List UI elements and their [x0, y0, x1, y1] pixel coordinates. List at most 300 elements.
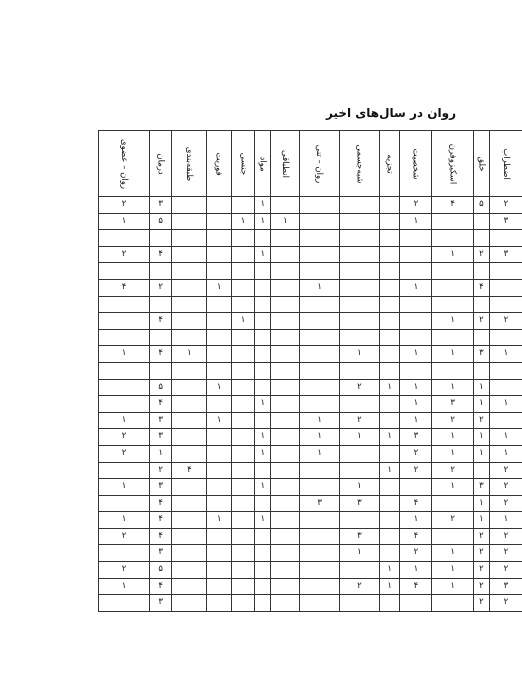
table-cell: ۳ [149, 595, 171, 612]
table-cell [271, 197, 300, 214]
table-cell: ۱ [400, 346, 432, 363]
table-cell: ۲ [400, 545, 432, 562]
table-cell [490, 263, 522, 280]
table-cell [379, 263, 399, 280]
table-cell [271, 230, 300, 247]
table-cell [207, 263, 231, 280]
table-cell [207, 562, 231, 579]
table-cell: ۴ [149, 246, 171, 263]
table-cell [231, 528, 255, 545]
table-cell: ۱ [300, 445, 339, 462]
table-cell [231, 462, 255, 479]
column-header-label: جنسی [238, 152, 249, 175]
table-cell: ۲ [339, 412, 379, 429]
column-header-label: انطباقی [280, 149, 291, 178]
table-cell [300, 578, 339, 595]
table-cell: ۱ [99, 479, 150, 496]
table-cell [300, 396, 339, 413]
table-row [99, 479, 522, 496]
table-cell [432, 528, 474, 545]
table-cell: ۲ [490, 479, 522, 496]
table-cell: ۲ [149, 462, 171, 479]
table-cell: ۱ [231, 313, 255, 330]
table-cell [231, 512, 255, 529]
table-cell: ۱ [255, 246, 271, 263]
table-cell [255, 578, 271, 595]
table-cell: ۲ [99, 528, 150, 545]
table-cell: ۵ [149, 379, 171, 396]
table-cell: ۲ [149, 279, 171, 296]
column-header-label: اسکیزوفرن [447, 143, 458, 184]
table-cell [255, 595, 271, 612]
column-header [432, 131, 474, 197]
table-cell [271, 545, 300, 562]
table-cell [255, 362, 271, 379]
table-cell: ۵ [149, 213, 171, 230]
table-cell [490, 279, 522, 296]
table-cell: ۱ [379, 578, 399, 595]
column-header-label: شبه‌جسمی [354, 143, 365, 184]
table-cell: ۲ [473, 545, 489, 562]
table-cell [172, 545, 207, 562]
table-cell [207, 296, 231, 313]
table-cell [255, 412, 271, 429]
table-cell [231, 379, 255, 396]
table-cell [300, 595, 339, 612]
table-cell [149, 263, 171, 280]
table-cell [400, 246, 432, 263]
table-cell: ۳ [149, 545, 171, 562]
table-cell [379, 279, 399, 296]
table-cell [300, 346, 339, 363]
table-row [99, 412, 522, 429]
table-cell [300, 296, 339, 313]
table-cell [300, 313, 339, 330]
table-cell: ۲ [339, 578, 379, 595]
table-cell: ۱ [473, 495, 489, 512]
table-cell: ۲ [400, 197, 432, 214]
table-cell [432, 329, 474, 346]
table-cell: ۱ [255, 197, 271, 214]
table-cell [339, 462, 379, 479]
column-header-label: روان – تنی [314, 144, 325, 183]
table-cell [339, 296, 379, 313]
table-cell: ۱ [490, 512, 522, 529]
table-cell [300, 230, 339, 247]
table-cell [379, 445, 399, 462]
table-cell [300, 462, 339, 479]
table-cell: ۳ [339, 528, 379, 545]
table-cell [339, 362, 379, 379]
table-cell: ۱ [490, 346, 522, 363]
table-cell [271, 429, 300, 446]
table-cell [255, 562, 271, 579]
table-cell [207, 329, 231, 346]
table-cell [207, 396, 231, 413]
table-cell: ۳ [339, 495, 379, 512]
table-cell: ۳ [432, 396, 474, 413]
table-cell [271, 362, 300, 379]
table-cell: ۱ [300, 429, 339, 446]
table-cell: ۱ [99, 213, 150, 230]
table-cell [231, 562, 255, 579]
table-cell [271, 562, 300, 579]
table-cell: ۳ [490, 213, 522, 230]
column-header [207, 131, 231, 197]
table-row [99, 230, 522, 247]
table-cell [231, 362, 255, 379]
table-cell: ۱ [473, 512, 489, 529]
table-row [99, 296, 522, 313]
table-cell [255, 263, 271, 280]
table-cell [432, 213, 474, 230]
table-cell [231, 495, 255, 512]
table-cell: ۱ [379, 429, 399, 446]
table-cell [99, 362, 150, 379]
table-cell [271, 263, 300, 280]
table-cell [99, 263, 150, 280]
table-cell [99, 313, 150, 330]
table-cell [255, 296, 271, 313]
table-cell [207, 362, 231, 379]
column-header-label: طبقه‌بندی [184, 146, 195, 181]
table-cell: ۱ [473, 429, 489, 446]
table-cell [207, 346, 231, 363]
table-cell [172, 479, 207, 496]
table-cell: ۲ [490, 462, 522, 479]
table-cell [172, 445, 207, 462]
table-cell: ۱ [207, 512, 231, 529]
table-cell: ۱ [255, 479, 271, 496]
table-cell [172, 296, 207, 313]
table-cell: ۱ [255, 396, 271, 413]
table-cell [149, 362, 171, 379]
table-cell [231, 479, 255, 496]
table-cell [400, 479, 432, 496]
table-cell: ۱ [473, 445, 489, 462]
table-cell [172, 279, 207, 296]
table-cell [99, 396, 150, 413]
table-cell: ۴ [149, 495, 171, 512]
table-cell [207, 528, 231, 545]
table-cell [300, 545, 339, 562]
table-cell [231, 197, 255, 214]
table-cell [231, 346, 255, 363]
table-cell: ۳ [473, 346, 489, 363]
table-row [99, 462, 522, 479]
table-cell [300, 562, 339, 579]
table-cell [339, 562, 379, 579]
table-cell [271, 329, 300, 346]
table-cell: ۲ [473, 412, 489, 429]
table-row [99, 329, 522, 346]
table-cell [490, 329, 522, 346]
column-header [231, 131, 255, 197]
table-row [99, 279, 522, 296]
table-cell [172, 329, 207, 346]
table-cell [400, 595, 432, 612]
table-cell: ۱ [490, 429, 522, 446]
table-cell: ۱ [432, 562, 474, 579]
table-cell [271, 396, 300, 413]
table-row [99, 512, 522, 529]
table-cell [255, 329, 271, 346]
table-cell [379, 412, 399, 429]
table-cell [271, 479, 300, 496]
table-cell [255, 528, 271, 545]
table-row [99, 346, 522, 363]
table-cell: ۲ [490, 595, 522, 612]
table-cell [255, 313, 271, 330]
table-cell [473, 230, 489, 247]
table-cell [231, 230, 255, 247]
column-header [99, 131, 150, 197]
table-cell [473, 462, 489, 479]
table-cell [172, 595, 207, 612]
table-cell: ۲ [473, 528, 489, 545]
table-row [99, 578, 522, 595]
table-cell [432, 595, 474, 612]
table-cell [172, 396, 207, 413]
table-cell: ۴ [432, 197, 474, 214]
table-cell [271, 246, 300, 263]
table-cell [379, 230, 399, 247]
table-row [99, 495, 522, 512]
table-cell: ۵ [149, 562, 171, 579]
table-cell: ۲ [99, 246, 150, 263]
table-cell [231, 578, 255, 595]
table-cell: ۱ [379, 379, 399, 396]
table-cell: ۱ [207, 379, 231, 396]
table-cell: ۲ [490, 313, 522, 330]
table-cell [231, 279, 255, 296]
table-cell [379, 595, 399, 612]
table-cell: ۱ [99, 412, 150, 429]
table-cell: ۳ [490, 246, 522, 263]
table-cell [379, 528, 399, 545]
table-cell [172, 495, 207, 512]
table-cell: ۲ [432, 462, 474, 479]
table-cell: ۴ [400, 578, 432, 595]
table-cell [379, 362, 399, 379]
table-cell: ۲ [473, 562, 489, 579]
table-cell [432, 296, 474, 313]
table-cell [207, 445, 231, 462]
table-cell [379, 296, 399, 313]
column-header-label: درمان [155, 152, 166, 175]
table-cell [172, 429, 207, 446]
table-cell: ۱ [432, 246, 474, 263]
column-header-label: فوریت [214, 151, 225, 176]
table-cell [379, 346, 399, 363]
table-cell [255, 279, 271, 296]
table-cell [231, 246, 255, 263]
table-cell [400, 329, 432, 346]
table-cell [400, 296, 432, 313]
column-header-label: روان – عضوی [118, 138, 129, 189]
table-cell [339, 445, 379, 462]
table-row [99, 197, 522, 214]
table-cell [300, 362, 339, 379]
table-cell: ۲ [432, 412, 474, 429]
table-cell: ۲ [99, 562, 150, 579]
table-cell: ۱ [432, 429, 474, 446]
table-cell [207, 429, 231, 446]
column-header-label: اضطراب [500, 147, 511, 180]
table-cell: ۲ [490, 528, 522, 545]
table-cell [207, 578, 231, 595]
table-cell [271, 412, 300, 429]
table-cell [339, 197, 379, 214]
table-cell [473, 329, 489, 346]
table-cell [271, 512, 300, 529]
table-cell [149, 230, 171, 247]
header-row [99, 131, 522, 197]
table-cell [300, 329, 339, 346]
table-cell: ۳ [490, 578, 522, 595]
table-cell: ۲ [432, 512, 474, 529]
table-cell: ۱ [432, 545, 474, 562]
table-cell: ۱ [379, 562, 399, 579]
table-cell: ۱ [400, 396, 432, 413]
column-header [255, 131, 271, 197]
table-cell [99, 545, 150, 562]
table-cell: ۱ [172, 346, 207, 363]
table-cell: ۱ [432, 313, 474, 330]
table-cell: ۱ [99, 346, 150, 363]
table-cell: ۴ [400, 528, 432, 545]
table-cell [255, 230, 271, 247]
table-cell [271, 462, 300, 479]
table-cell: ۱ [490, 445, 522, 462]
table-cell [231, 263, 255, 280]
table-cell [432, 230, 474, 247]
table-row [99, 445, 522, 462]
disorders-table [98, 130, 522, 612]
table-cell [300, 263, 339, 280]
table-cell [339, 263, 379, 280]
table-cell [172, 528, 207, 545]
table-cell: ۴ [99, 279, 150, 296]
table-cell [271, 279, 300, 296]
table-cell: ۴ [149, 346, 171, 363]
table-cell [207, 197, 231, 214]
table-cell: ۱ [400, 213, 432, 230]
column-header [379, 131, 399, 197]
table-title: روان در سال‌های اخیر [326, 106, 456, 120]
table-cell: ۴ [149, 512, 171, 529]
table-cell [207, 246, 231, 263]
table-cell [271, 578, 300, 595]
column-header-label: خلق [476, 155, 487, 172]
table-cell [379, 479, 399, 496]
table-cell [99, 379, 150, 396]
table-cell [400, 230, 432, 247]
table-cell [339, 329, 379, 346]
table-cell [271, 346, 300, 363]
table-cell [231, 296, 255, 313]
table-cell: ۱ [400, 379, 432, 396]
column-header [172, 131, 207, 197]
table-cell: ۱ [149, 445, 171, 462]
table-cell: ۲ [490, 197, 522, 214]
table-cell [271, 528, 300, 545]
table-row [99, 246, 522, 263]
column-header-label: شخصیت [410, 148, 421, 179]
table-cell: ۴ [149, 396, 171, 413]
table-cell [339, 595, 379, 612]
table-cell [231, 329, 255, 346]
table-cell [473, 263, 489, 280]
table-cell: ۳ [300, 495, 339, 512]
table-cell: ۱ [339, 479, 379, 496]
table-cell: ۴ [172, 462, 207, 479]
table-cell [172, 512, 207, 529]
table-cell [207, 595, 231, 612]
table-row [99, 213, 522, 230]
column-header [400, 131, 432, 197]
table-cell: ۲ [400, 445, 432, 462]
table-cell [473, 296, 489, 313]
table-cell [339, 213, 379, 230]
table-cell: ۳ [149, 479, 171, 496]
table-cell [490, 296, 522, 313]
table-cell [339, 230, 379, 247]
table-cell [490, 379, 522, 396]
table-row [99, 362, 522, 379]
table-cell [99, 329, 150, 346]
table-cell [172, 362, 207, 379]
table-cell [300, 512, 339, 529]
table-cell: ۲ [473, 246, 489, 263]
table-cell: ۲ [473, 578, 489, 595]
table-cell: ۱ [473, 379, 489, 396]
table-cell: ۳ [149, 429, 171, 446]
table-cell [300, 379, 339, 396]
table-cell [400, 362, 432, 379]
table-cell [300, 528, 339, 545]
table-cell [379, 313, 399, 330]
table-cell [473, 362, 489, 379]
table-row [99, 545, 522, 562]
table-cell: ۱ [400, 512, 432, 529]
table-cell: ۴ [149, 578, 171, 595]
table-cell [490, 230, 522, 247]
table-cell [207, 462, 231, 479]
table-cell [207, 479, 231, 496]
table-cell [339, 313, 379, 330]
table-cell: ۱ [255, 445, 271, 462]
table-cell [300, 197, 339, 214]
table-cell: ۱ [432, 479, 474, 496]
table-cell [400, 263, 432, 280]
table-cell: ۱ [255, 429, 271, 446]
table-cell [172, 313, 207, 330]
table-cell [490, 362, 522, 379]
table-cell: ۲ [473, 313, 489, 330]
table-cell [271, 379, 300, 396]
table-cell [255, 462, 271, 479]
column-header [300, 131, 339, 197]
table-cell: ۲ [473, 595, 489, 612]
column-header [339, 131, 379, 197]
table-cell [231, 429, 255, 446]
table-cell [300, 213, 339, 230]
column-header [473, 131, 489, 197]
table-row [99, 562, 522, 579]
table-cell [300, 246, 339, 263]
table-cell: ۱ [207, 279, 231, 296]
